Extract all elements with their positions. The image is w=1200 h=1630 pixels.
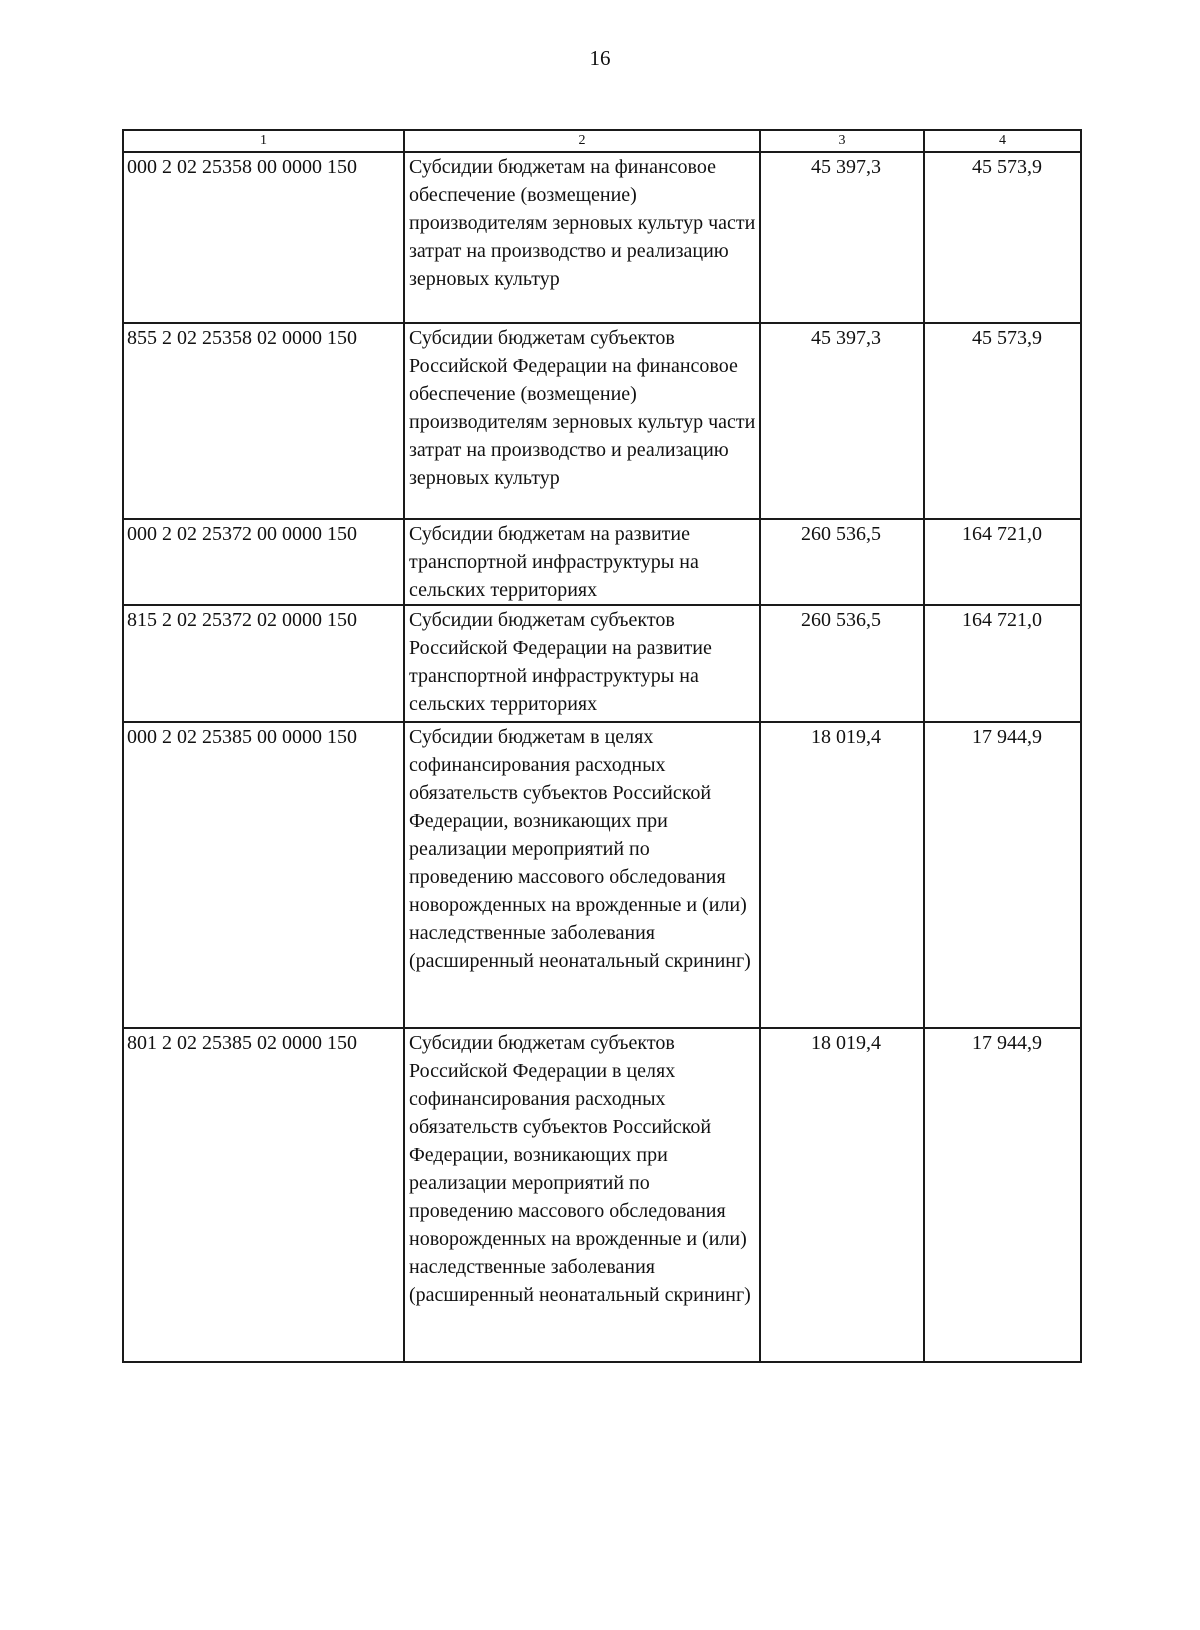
amount-col3-cell: 260 536,5: [760, 519, 924, 605]
amount-col3-cell: 45 397,3: [760, 323, 924, 519]
amount-col3-cell: 260 536,5: [760, 605, 924, 722]
description-cell: Субсидии бюджетам субъектов Российской Федерации на финансовое обеспечение (возмещение) производителям зерновых культур части затрат на производство и реализацию зерновых культур: [404, 323, 760, 519]
table-row: [123, 519, 1081, 605]
table-row: [123, 1028, 1081, 1362]
budget-code-cell: 000 2 02 25385 00 0000 150: [123, 722, 404, 1028]
amount-col3-cell: 18 019,4: [760, 1028, 924, 1362]
description-cell: Субсидии бюджетам на развитие транспортной инфраструктуры на сельских территориях: [404, 519, 760, 605]
column-header-1: 1: [123, 130, 404, 152]
description-cell: Субсидии бюджетам на финансовое обеспечение (возмещение) производителям зерновых культур части затрат на производство и реализацию зерновых культур: [404, 152, 760, 323]
amount-col3-cell: 18 019,4: [760, 722, 924, 1028]
page-number: 16: [589, 46, 611, 70]
description-cell: Субсидии бюджетам субъектов Российской Федерации в целях софинансирования расходных обязательств субъектов Российской Федерации, возникающих при реализации мероприятий по проведению массового обследования новорожденных на врожденные и (или) наследственные заболевания (расширенный неонатальный скрининг): [404, 1028, 760, 1362]
description-cell: Субсидии бюджетам в целях софинансирования расходных обязательств субъектов Российской Федерации, возникающих при реализации мероприятий по проведению массового обследования новорожденных на врожденные и (или) наследственные заболевания (расширенный неонатальный скрининг): [404, 722, 760, 1028]
amount-col4-cell: 45 573,9: [924, 323, 1081, 519]
table-header-row: [123, 130, 1081, 152]
budget-code-cell: 815 2 02 25372 02 0000 150: [123, 605, 404, 722]
budget-code-cell: 801 2 02 25385 02 0000 150: [123, 1028, 404, 1362]
table-row: [123, 152, 1081, 323]
budget-code-cell: 000 2 02 25372 00 0000 150: [123, 519, 404, 605]
amount-col4-cell: 17 944,9: [924, 1028, 1081, 1362]
column-header-3: 3: [760, 130, 924, 152]
table-row: [123, 323, 1081, 519]
table-row: [123, 722, 1081, 1028]
amount-col4-cell: 17 944,9: [924, 722, 1081, 1028]
amount-col4-cell: 164 721,0: [924, 519, 1081, 605]
amount-col4-cell: 164 721,0: [924, 605, 1081, 722]
budget-revenue-table: [122, 129, 1082, 1363]
budget-code-cell: 855 2 02 25358 02 0000 150: [123, 323, 404, 519]
column-header-4: 4: [924, 130, 1081, 152]
description-cell: Субсидии бюджетам субъектов Российской Федерации на развитие транспортной инфраструктуры на сельских территориях: [404, 605, 760, 722]
column-header-2: 2: [404, 130, 760, 152]
table-row: [123, 605, 1081, 722]
budget-code-cell: 000 2 02 25358 00 0000 150: [123, 152, 404, 323]
amount-col4-cell: 45 573,9: [924, 152, 1081, 323]
amount-col3-cell: 45 397,3: [760, 152, 924, 323]
